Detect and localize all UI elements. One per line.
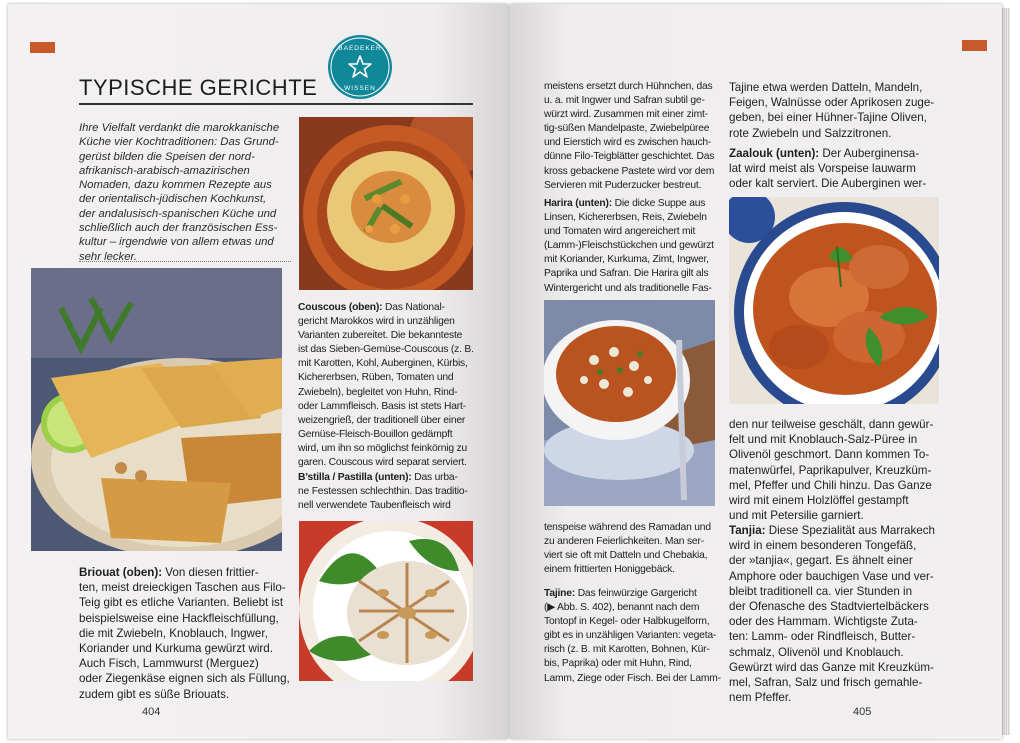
pastilla-photo (299, 521, 473, 681)
harira-first-line (544, 197, 724, 211)
couscous-paragraph (298, 301, 488, 470)
section-tab-marker (30, 42, 55, 53)
text-line: dünne Filo-Teigblätter geschichtet. Das (544, 151, 715, 163)
text-line: viert sie oft mit Datteln und Chebakia, (544, 550, 708, 562)
text-run: Das National- (382, 302, 445, 313)
intro-line: Ihre Vielfalt verdankt die marokkanische (79, 122, 280, 134)
text-run: Von diesen frittier- (162, 566, 259, 579)
text-line: tenspeise während des Ramadan und (544, 522, 711, 533)
briouat-paragraph (79, 565, 294, 702)
text-line: Koriander und Kurkuma gewürzt wird. (79, 642, 273, 656)
text-line: (▶ Abb. S. 402), benannt nach dem (544, 602, 700, 614)
briouat-heading: Briouat (oben): (79, 566, 163, 579)
bstilla-paragraph (298, 471, 488, 513)
text-line: felt und mit Knoblauch-Salz-Püree in (729, 433, 918, 447)
text-line: meistens ersetzt durch Hühnchen, das (544, 81, 713, 92)
text-line: der »tanjia«, gegart. Es ähnelt einer (729, 554, 913, 568)
text-line: Auch Fisch, Lammwurst (Merguez) (79, 657, 259, 671)
text-line: (Lamm-)Fleischstückchen und gewürzt (544, 240, 714, 252)
section-tab-marker (962, 40, 987, 51)
intro-line: der andalusisch-spanischen Küche und (79, 207, 277, 220)
zaalouk-photo (729, 197, 939, 404)
text-line: Lamm, Ziege oder Fisch. Bei der Lamm- (544, 672, 721, 684)
intro-line: der orientalisch-jüdischen Kochkunst, (79, 193, 267, 206)
text-line: ne Festessen schlechthin. Das traditio- (298, 486, 468, 498)
text-line: zudem gibt es süße Briouats. (79, 687, 230, 701)
text-line: Tontopf in Kegel- oder Halbkugelform, (544, 616, 710, 628)
tanjia-heading: Tanjia: (729, 524, 766, 537)
open-book (8, 4, 1012, 739)
page-edges (1002, 8, 1010, 735)
text-line: Olivenöl geschmort. Dann kommen To- (729, 448, 930, 462)
text-line: Amphore oder bauchigen Vase und ver- (729, 569, 934, 583)
text-line: ten: Lamm- oder Rindfleisch, Butter- (729, 630, 916, 644)
text-line: geben, bei einer Hühner-Tajine Oliven, (729, 111, 927, 125)
tanjia-paragraph (729, 523, 957, 705)
text-run: Der Auberginensa- (819, 147, 920, 160)
text-line: matenwürfel, Paprikapulver, Kreuzküm- (729, 463, 932, 477)
bstilla-continued (544, 80, 724, 193)
text-line: der Ofenasche des Stadtviertelbäckers (729, 600, 929, 614)
text-line: mit Koriander, Kurkuma, Zimt, Ingwer, (544, 254, 709, 266)
text-line: und mit Petersilie garniert. (729, 509, 864, 523)
tajine-heading: Tajine: (544, 588, 576, 599)
text-run: Das urba- (411, 472, 458, 483)
text-line: schmalz, Olivenöl und Knoblauch. (729, 645, 904, 659)
briouat-photo (31, 268, 282, 551)
text-line: gericht Marokkos wird in unzähligen (298, 316, 455, 328)
text-line: Feigen, Walnüsse oder Aprikosen zuge- (729, 96, 935, 110)
text-line: rote Zwiebeln und Salzzitronen. (729, 126, 892, 140)
text-line: gibt es in unzähligen Varianten: vegeta- (544, 630, 717, 642)
text-line: risch (z. B. mit Karotten, Bohnen, Kür- (544, 644, 710, 656)
intro-line: sehr lecker. (79, 250, 137, 263)
zaalouk-first-line (729, 146, 954, 161)
text-line: und Tomaten wird angereichert mit (544, 226, 696, 238)
text-line: mel, Safran, Salz und frisch gemahle- (729, 676, 923, 690)
briouat-first-line (79, 565, 294, 580)
intro-line: kultur – irgendwie von allem etwas und (79, 236, 274, 249)
svg-text:BAEDEKER: BAEDEKER (338, 45, 382, 52)
text-line: nell verwendete Taubenfleisch wird (298, 500, 451, 512)
text-line: oder Lammfleisch. Basis ist stets Hart- (298, 400, 466, 412)
couscous-heading: Couscous (oben): (298, 302, 383, 313)
text-line: ten, meist dreieckigen Taschen aus Filo- (79, 581, 286, 595)
text-line: mel, Pfeffer und Chili hinzu. Das Ganze (729, 478, 932, 492)
text-line: nem Pfeffer. (729, 691, 792, 705)
text-line: Gemüse-Fleisch-Bouillon gedämpft (298, 428, 453, 440)
bstilla-first-line (298, 471, 488, 485)
baedeker-wissen-seal (328, 35, 392, 99)
zaalouk-paragraph (729, 146, 954, 192)
text-line: Tajine etwa werden Datteln, Mandeln, (729, 81, 923, 94)
text-line: würzt wird. Zusammen mit einer zimt- (544, 109, 708, 121)
harira-continued (544, 521, 724, 577)
right-page (510, 4, 1002, 739)
intro-text (79, 121, 289, 264)
text-line: lat wird meist als Vorspeise lauwarm (729, 162, 916, 176)
intro-line: afrikanisch-arabisch-amazirischen (79, 164, 250, 177)
couscous-photo (299, 117, 473, 290)
text-line: wird, um ihn so möglichst feinkörnig zu (298, 442, 468, 454)
section-title: TYPISCHE GERICHTE (79, 75, 318, 100)
text-line: u. a. mit Ingwer und Safran subtil ge- (544, 95, 705, 107)
seal-star-icon (328, 35, 392, 99)
left-page (8, 4, 508, 739)
couscous-first-line (298, 301, 488, 315)
tanjia-first-line (729, 523, 957, 538)
text-line: wird mit einem Holzlöffel gestampft (729, 494, 909, 508)
text-line: ist das Sieben-Gemüse-Couscous (z. B. (298, 344, 474, 356)
text-line: Gewürzt wird das Ganze mit Kreuzküm- (729, 660, 934, 674)
text-line: Paprika und Safran. Die Harira gilt als (544, 268, 709, 280)
text-line: oder des Hammam. Wichtigste Zuta- (729, 615, 918, 629)
tajine-continued (729, 80, 954, 141)
text-line: Servieren mit Puderzucker bestreut. (544, 179, 702, 191)
text-line: Kichererbsen, Rüben, Tomaten und (298, 372, 454, 384)
intro-line: Küche vier Kochtraditionen: Das Grund- (79, 136, 279, 149)
tajine-first-line (544, 587, 724, 601)
harira-photo (544, 300, 715, 506)
intro-line: schließlich auch der französischen Ess- (79, 222, 278, 235)
intro-line: Nomaden, dazu kommen Rezepte aus (79, 179, 272, 192)
text-line: kross gebackene Pastete wird vor dem (544, 165, 715, 177)
page-number-left: 404 (142, 706, 161, 718)
text-line: Wintergericht und als traditionelle Fas- (544, 282, 712, 294)
text-line: zu anderen Feierlichkeiten. Man ser- (544, 536, 704, 548)
zaalouk-continued (729, 417, 954, 523)
text-line: Zwiebeln), begleitet von Huhn, Rind- (298, 386, 458, 398)
intro-divider (79, 261, 291, 262)
text-line: Linsen, Kichererbsen, Reis, Zwiebeln (544, 212, 707, 224)
intro-line: gerüst bilden die Speisen der nord- (79, 150, 255, 163)
text-line: oder Ziegenkäse eignen sich als Füllung, (79, 672, 290, 686)
text-line: Teig gibt es etliche Varianten. Beliebt ist (79, 596, 284, 610)
text-run: Diese Spezialität aus Marrakech (765, 524, 935, 537)
text-line: tig-süßen Mandelpaste, Zwiebelpüree (544, 123, 710, 135)
text-line: bleibt traditionell ca. vier Stunden in (729, 584, 913, 598)
text-run: Die dicke Suppe aus (611, 198, 706, 209)
text-line: die mit Zwiebeln, Knoblauch, Ingwer, (79, 626, 268, 640)
text-line: garen. Couscous wird separat serviert. (298, 457, 467, 469)
harira-paragraph (544, 197, 724, 296)
text-line: einem frittierten Honiggebäck. (544, 564, 675, 576)
text-run: Das feinwürzige Gargericht (575, 588, 697, 599)
text-line: den nur teilweise geschält, dann gewür- (729, 418, 934, 431)
text-line: oder kalt serviert. Die Auberginen wer- (729, 177, 927, 191)
title-rule (79, 103, 473, 105)
text-line: beispielsweise eine Hackfleischfüllung, (79, 611, 279, 625)
text-line: weizengrieß, der traditionell über einer (298, 414, 466, 426)
text-line: bis, Paprika) oder mit Huhn, Rind, (544, 658, 692, 670)
zaalouk-heading: Zaalouk (unten): (729, 147, 820, 160)
tajine-paragraph (544, 587, 724, 686)
text-line: mit Karotten, Kohl, Auberginen, Kürbis, (298, 358, 468, 370)
page-number-right: 405 (853, 706, 872, 718)
text-line: und Eierstich wird es zwischen hauch- (544, 137, 712, 149)
text-line: Varianten zubereitet. Die bekannteste (298, 330, 463, 342)
bstilla-heading: B’stilla / Pastilla (unten): (298, 472, 412, 483)
harira-heading: Harira (unten): (544, 198, 612, 209)
svg-text:WISSEN: WISSEN (344, 85, 376, 92)
text-line: wird in einem besonderen Tongefäß, (729, 539, 917, 553)
